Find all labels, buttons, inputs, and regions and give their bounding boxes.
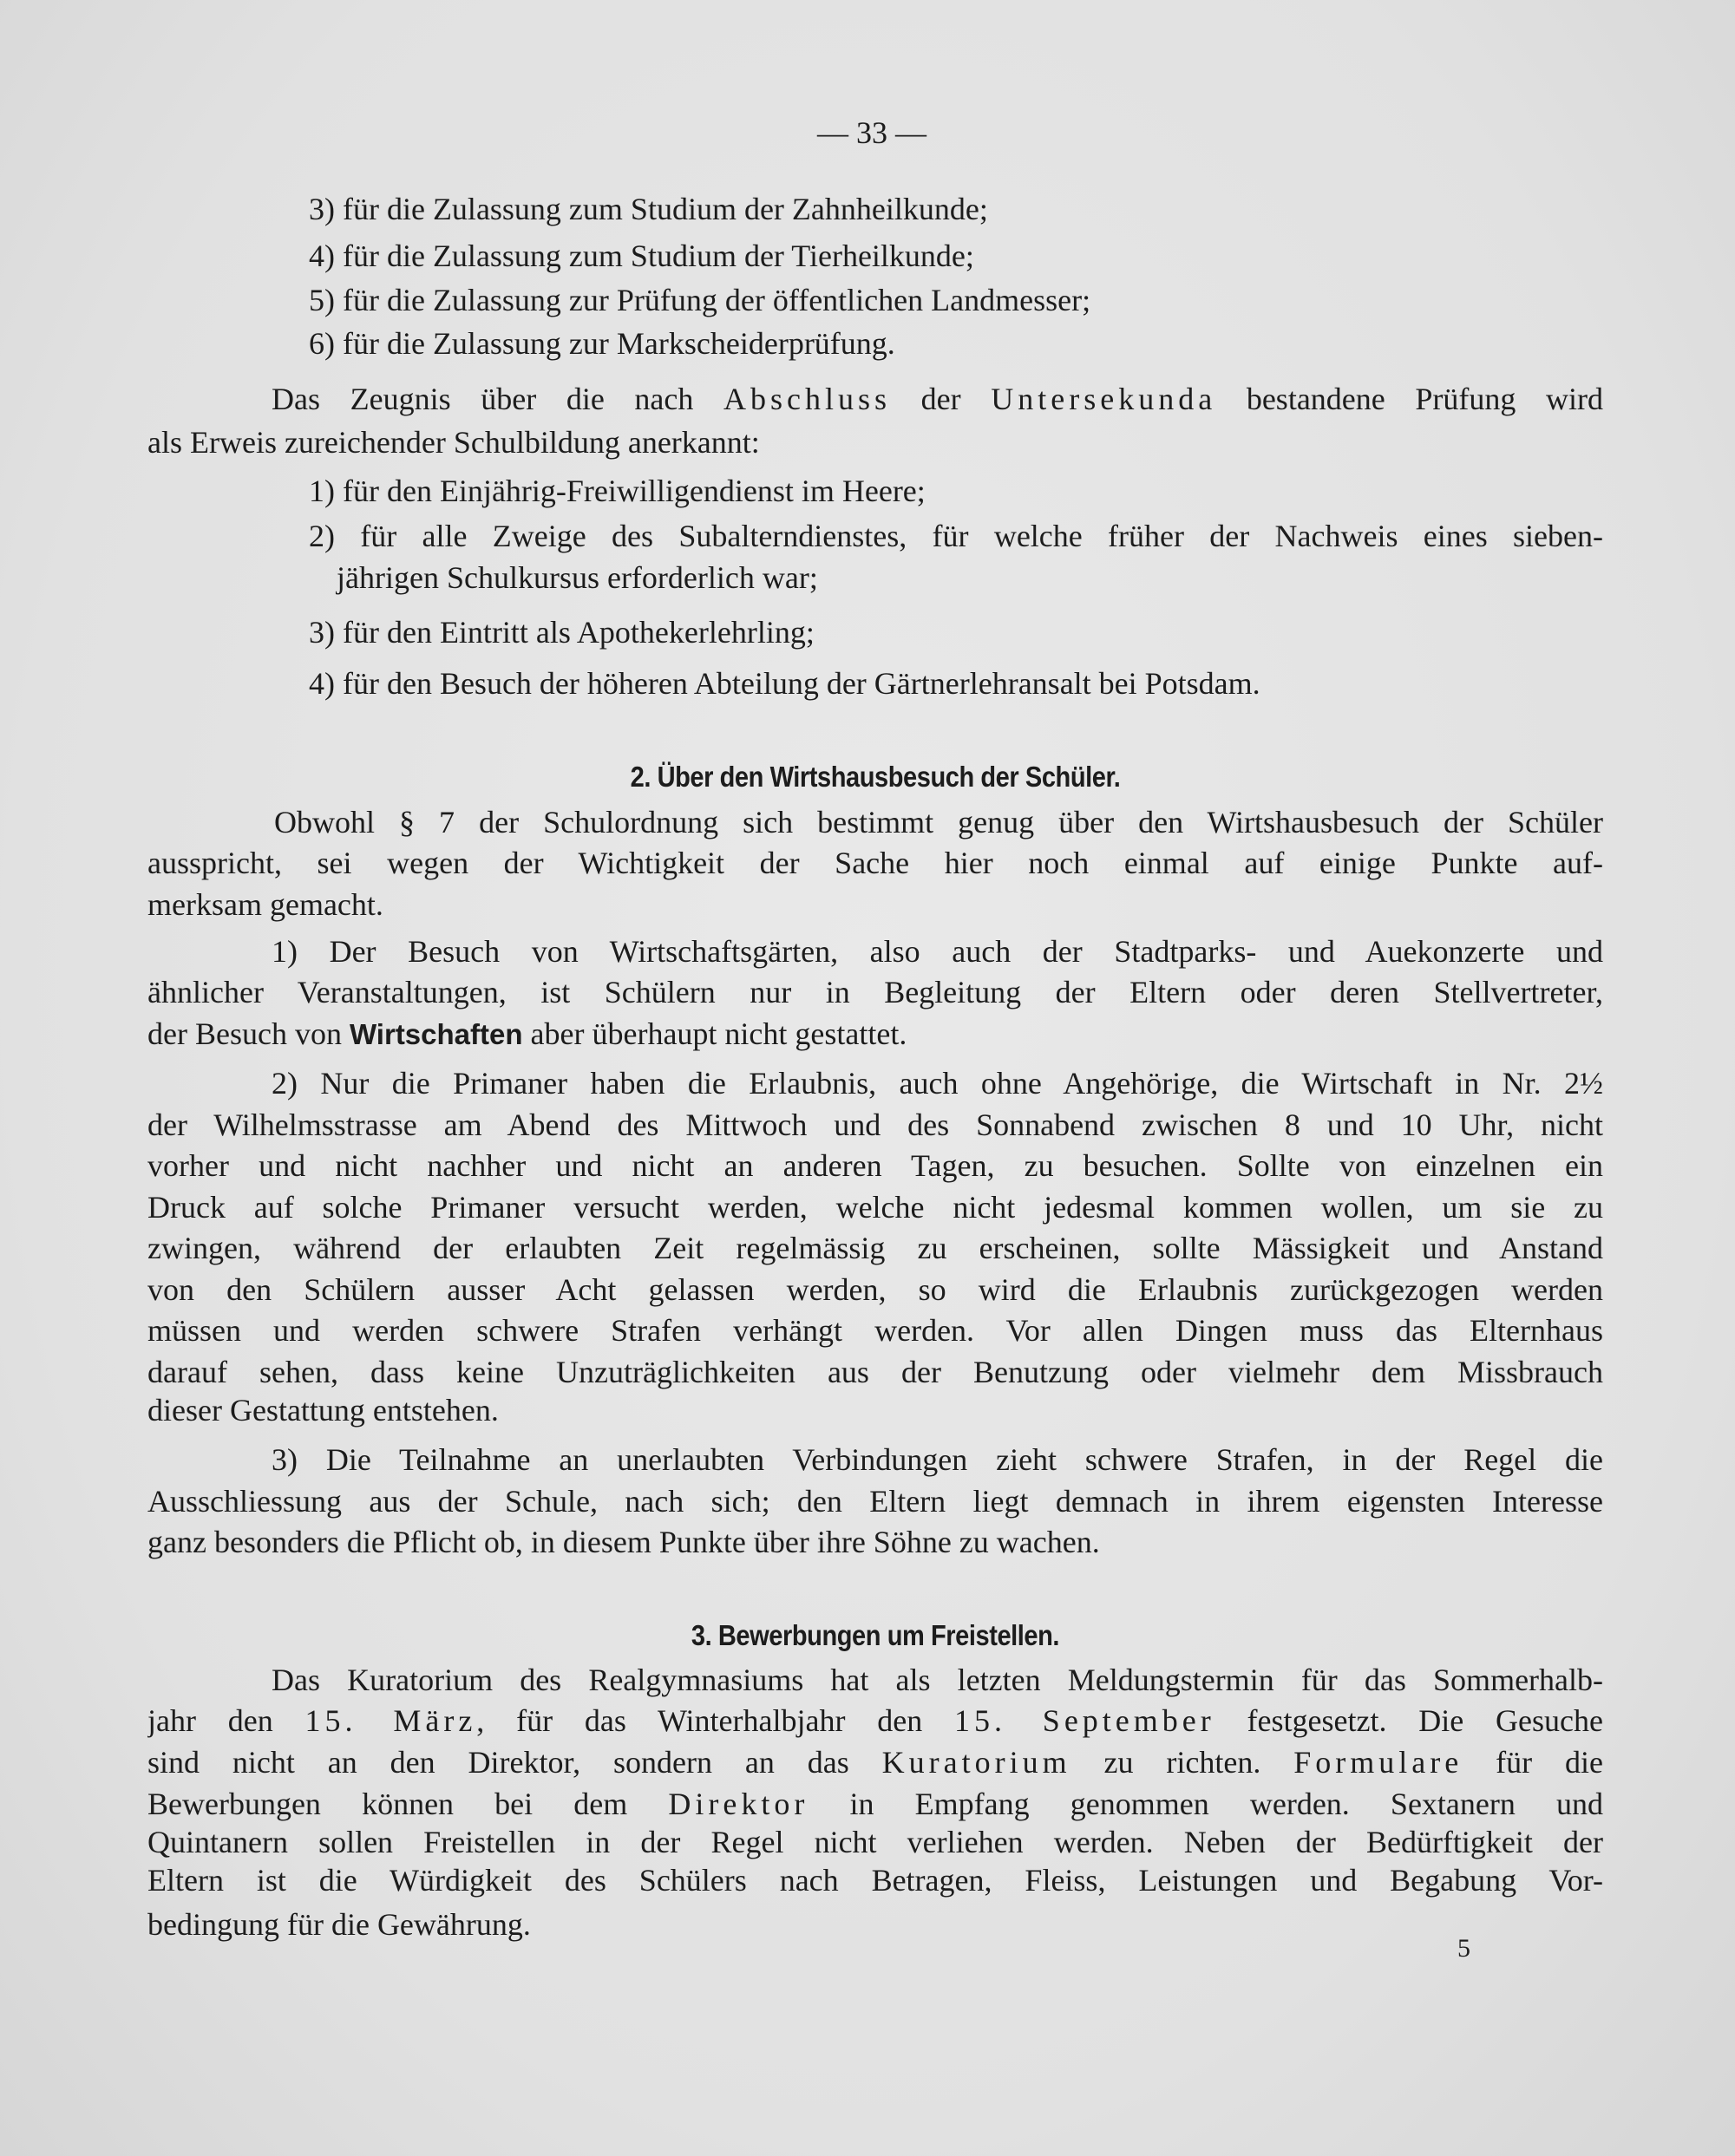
text-line: 1) Der Besuch von Wirtschaftsgärten, also auch der Stadtparks- und Auekonzerte und: [272, 933, 1603, 969]
text-line: 3) für den Eintritt als Apothekerlehrling;: [309, 615, 815, 650]
text-line: jährigen Schulkursus erforderlich war;: [337, 559, 818, 595]
text-line: darauf sehen, dass keine Unzuträglichkeiten aus der Benutzung oder vielmehr dem Missbrauch: [147, 1354, 1603, 1389]
text-line: 3) für die Zulassung zum Studium der Zahnheilkunde;: [309, 191, 988, 226]
text-line: 5) für die Zulassung zur Prüfung der öffentlichen Landmesser;: [309, 282, 1091, 317]
text-line: ganz besonders die Pflicht ob, in diesem Punkte über ihre Söhne zu wachen.: [147, 1525, 1100, 1560]
section-heading: 2. Über den Wirtshausbesuch der Schüler.: [630, 760, 1121, 793]
text-line: 3) Die Teilnahme an unerlaubten Verbindungen zieht schwere Strafen, in der Regel die: [272, 1442, 1603, 1478]
text-line: [272, 379, 1603, 419]
text-line: der Wilhelmsstrasse am Abend des Mittwoch und des Sonnabend zwischen 8 und 10 Uhr, nicht: [147, 1107, 1603, 1142]
spaced-text: Abschluss: [723, 381, 892, 416]
text-line: dieser Gestattung entstehen.: [147, 1393, 499, 1428]
bold-text: Wirtschaften: [349, 1017, 523, 1050]
text-line: 2) Nur die Primaner haben die Erlaubnis, auch ohne Angehörige, die Wirtschaft in Nr. 2½: [272, 1065, 1603, 1101]
text-line: 4) für den Besuch der höheren Abteilung der Gärtnerlehransalt bei Potsdam.: [309, 665, 1260, 701]
text-segment: festgesetzt. Die Gesuche: [1214, 1703, 1603, 1739]
text-line: [147, 1014, 907, 1054]
text-line: Druck auf solche Primaner versucht werden, welche nicht jedesmal kommen wollen, um sie zu: [147, 1189, 1603, 1225]
text-line: von den Schülern ausser Acht gelassen werden, so wird die Erlaubnis zurückgezogen werden: [147, 1271, 1603, 1307]
signature-mark: 5: [1457, 1934, 1470, 1963]
spaced-text: 15. März: [304, 1703, 477, 1739]
text-line: Eltern ist die Würdigkeit des Schülers nach Betragen, Fleiss, Leistungen und Begabung Vor-: [147, 1863, 1603, 1898]
section-heading: 3. Bewerbungen um Freistellen.: [691, 1619, 1060, 1652]
text-line: Ausschliessung aus der Schule, nach sich; den Eltern liegt demnach in ihrem eigensten Interesse: [147, 1483, 1603, 1519]
text-line: Obwohl § 7 der Schulordnung sich bestimmt genug über den Wirtshausbesuch der Schüler: [274, 804, 1603, 840]
text-segment: Bewerbungen können bei dem: [147, 1786, 669, 1821]
text-segment: in Empfang genommen werden. Sextanern und: [809, 1786, 1603, 1821]
text-line: Quintanern sollen Freistellen in der Regel nicht verliehen werden. Neben der Bedürftigkeit der: [147, 1824, 1603, 1859]
text-segment: aber überhaupt nicht gestattet.: [522, 1016, 907, 1051]
text-line: merksam gemacht.: [147, 886, 383, 922]
text-line: zwingen, während der erlaubten Zeit regelmässig zu erscheinen, sollte Mässigkeit und Anstand: [147, 1231, 1603, 1266]
spaced-text: Direktor: [668, 1786, 809, 1821]
text-line: 6) für die Zulassung zur Markscheiderprüfung.: [309, 326, 895, 362]
text-segment: zu richten.: [1070, 1744, 1294, 1780]
text-line: als Erweis zureichender Schulbildung anerkannt:: [147, 425, 760, 461]
text-line: 1) für den Einjährig-Freiwilligendienst im Heere;: [309, 473, 926, 508]
text-line: ähnlicher Veranstaltungen, ist Schülern nur in Begleitung der Eltern oder deren Stellvertreter,: [147, 975, 1603, 1010]
text-segment: bestandene Prüfung wird: [1216, 381, 1603, 416]
text-segment: , für das Winterhalbjahr den: [476, 1703, 955, 1739]
text-segment: sind nicht an den Direktor, sondern an das: [147, 1744, 882, 1780]
text-segment: der Besuch von: [147, 1016, 350, 1051]
text-segment: für die: [1463, 1744, 1603, 1780]
text-line: 2) für alle Zweige des Subalterndienstes, für welche früher der Nachweis eines sieben-: [309, 519, 1603, 554]
text-line: Das Kuratorium des Realgymnasiums hat als letzten Meldungstermin für das Sommerhalb-: [272, 1662, 1603, 1697]
spaced-text: 15. September: [954, 1703, 1215, 1739]
spaced-text: Untersekunda: [991, 381, 1217, 416]
spaced-text: Formulare: [1293, 1744, 1463, 1780]
text-line: vorher und nicht nachher und nicht an anderen Tagen, zu besuchen. Sollte von einzelnen ein: [147, 1148, 1603, 1184]
text-segment: jahr den: [147, 1703, 305, 1739]
text-segment: Das Zeugnis über die nach: [272, 381, 724, 416]
text-line: müssen und werden schwere Strafen verhängt werden. Vor allen Dingen muss das Elternhaus: [147, 1313, 1603, 1349]
text-segment: der: [891, 381, 992, 416]
text-line: 4) für die Zulassung zum Studium der Tierheilkunde;: [309, 238, 974, 273]
text-line: [147, 1784, 1603, 1824]
text-line: bedingung für die Gewährung.: [147, 1907, 531, 1942]
text-line: [147, 1701, 1603, 1741]
text-line: ausspricht, sei wegen der Wichtigkeit der Sache hier noch einmal auf einige Punkte auf-: [147, 846, 1603, 881]
page-number: — 33 —: [817, 115, 926, 150]
text-line: [147, 1742, 1603, 1782]
spaced-text: Kuratorium: [881, 1744, 1071, 1780]
